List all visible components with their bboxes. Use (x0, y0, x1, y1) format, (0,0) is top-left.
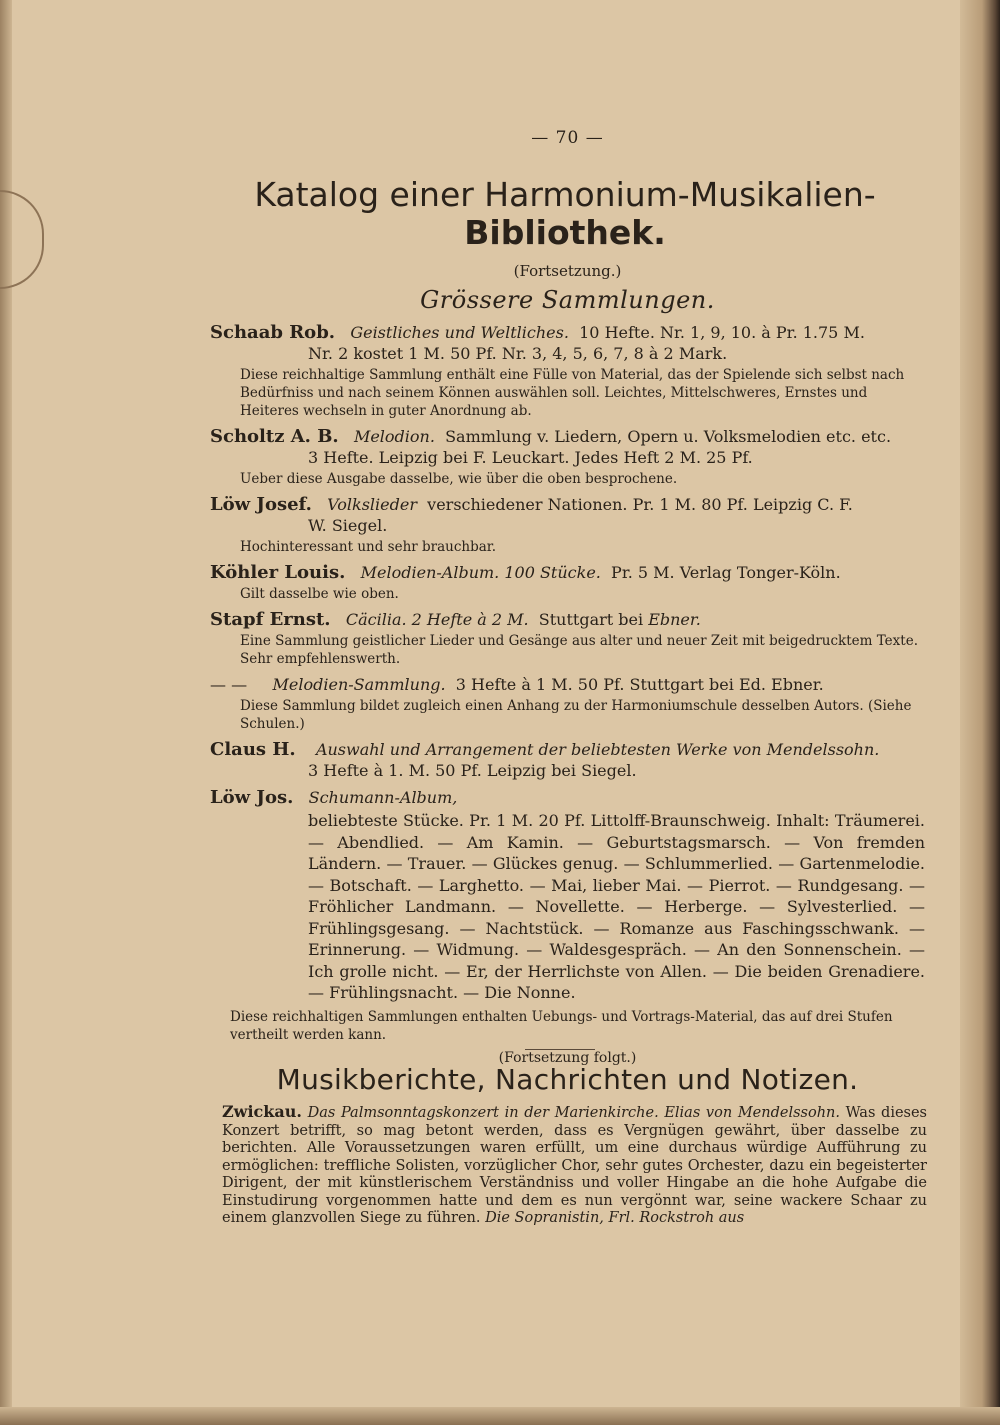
entry-title: Schumann-Album, (308, 788, 458, 807)
news-text-continued: Die Sopranistin, Frl. Rockstroh aus (485, 1210, 745, 1226)
entry-title: Melodion. (353, 427, 435, 446)
entry-text: Sammlung v. Liedern, Opern u. Volksmelodien etc. etc. (445, 427, 892, 446)
entry-text: Pr. 5 M. Verlag Tonger-Köln. (611, 563, 841, 582)
entry-author: Stapf Ernst. (210, 609, 331, 630)
entry-text: Nr. 2 kostet 1 M. 50 Pf. Nr. 3, 4, 5, 6, 7, 8 à 2 Mark. (308, 344, 728, 363)
entry-title: Geistliches und Weltliches. (350, 323, 569, 342)
bookmark-ribbon (0, 190, 44, 289)
entry-remark: Diese Sammlung bildet zugleich einen Anhang zu der Harmoniumschule desselben Autors. (Siehe Schulen.) (240, 698, 912, 732)
entry-author: Köhler Louis. (210, 562, 346, 583)
album-contents: beliebteste Stücke. Pr. 1 M. 20 Pf. Littolff-Braunschweig. Inhalt: Träumerei. — Abendlied. — Am Kamin. — Geburtstagsmarsch. — Von fremden Ländern. — Trauer. — Glückes genug. — Schlummerlied. — Gartenmelodie. — Botschaft. — Larghetto. — Mai, lieber Mai. — Pierrot. — Rundgesang. — Fröhlicher Landmann. — Novellette. — Herberge. — Sylvesterlied. — Frühlingsgesang. — Nachtstück. — Romanze aus Faschingsschwank. — Erinnerung. — Widmung. — Waldesgespräch. — An den Sonnenschein. — Ich grolle nicht. — Er, der Herrlichste von Allen. — Die beiden Grenadiere. — Frühlingsnacht. — Die Nonne. (308, 811, 925, 1002)
entry-title: Volkslieder (327, 495, 417, 514)
entry-text: W. Siegel. (308, 516, 388, 535)
entry-author: Löw Jos. (210, 787, 294, 808)
book-binding-edge (960, 0, 1000, 1425)
catalog-entry (210, 562, 925, 583)
catalog-entry (210, 787, 925, 808)
entry-text: Stuttgart bei (538, 610, 644, 629)
catalog-entry (210, 674, 925, 695)
catalog-entry (210, 609, 925, 630)
page-number: — 70 — (531, 128, 604, 148)
page-edge-bottom (0, 1407, 1000, 1425)
news-text: Was dieses Konzert betrifft, so mag betont werden, dass es Vergnügen gewährt, über dasselbe zu berichten. Alle Voraussetzungen waren erfüllt, um eine durchaus würdige Aufführung zu ermöglichen: treffliche Solisten, vorzüglicher Chor, sehr gutes Orchester, dazu ein begeisterter Dirigent, der mit künstlerischem Verständniss und voller Hingabe an die hohe Aufgabe die Einstudirung vorgenommen hatte und dem es nun vergönnt war, seine wackere Schaar zu einem glanzvollen Siege zu führen. (222, 1105, 927, 1226)
entry-author: Schaab Rob. (210, 322, 336, 343)
news-article (222, 1103, 927, 1228)
entry-author: — — (210, 675, 248, 694)
catalog-section (210, 128, 925, 1066)
entry-remark: Diese reichhaltige Sammlung enthält eine Fülle von Material, das der Spielende sich selbst nach Bedürfniss und nach seinem Können auswählen soll. Leichtes, Mittelschweres, Ernstes und Heiteres wechseln in guter Anordnung ab. (240, 367, 905, 419)
entry-author: Scholtz A. B. (210, 426, 339, 447)
section-divider (525, 1045, 595, 1050)
catalog-entry (210, 322, 925, 364)
entry-remark: Gilt dasselbe wie oben. (240, 586, 399, 602)
catalog-entry (210, 426, 925, 468)
entry-text: 3 Hefte à 1. M. 50 Pf. Leipzig bei Siegel. (308, 761, 637, 780)
catalog-entry (210, 494, 925, 536)
catalog-title-line1: Katalog einer Harmonium-Musikalien- (254, 175, 876, 214)
fortsetzung-folgt: (Fortsetzung folgt.) (498, 1049, 637, 1066)
entry-remark: Ueber diese Ausgabe dasselbe, wie über die oben besprochene. (240, 471, 678, 487)
news-place: Zwickau. (222, 1102, 302, 1121)
entry-title: Melodien-Album. 100 Stücke. (360, 563, 601, 582)
entry-author: Claus H. (210, 739, 296, 760)
entry-text: 10 Hefte. Nr. 1, 9, 10. à Pr. 1.75 M. (579, 323, 865, 342)
entry-remark: Eine Sammlung geistlicher Lieder und Gesänge aus alter und neuer Zeit mit beigedrucktem Texte. Sehr empfehlenswerth. (240, 633, 918, 667)
entry-text: verschiedener Nationen. Pr. 1 M. 80 Pf. Leipzig C. F. (427, 495, 853, 514)
news-title: Das Palmsonntagskonzert in der Marienkirche. Elias von Mendelssohn. (307, 1105, 840, 1121)
section-heading: Grössere Sammlungen. (420, 286, 715, 314)
catalog-title-line2: Bibliothek. (464, 213, 666, 252)
entry-remark: Hochinteressant und sehr brauchbar. (240, 539, 497, 555)
entry-title: Melodien-Sammlung. (272, 675, 446, 694)
catalog-entry (210, 739, 925, 781)
fortsetzung-note: (Fortsetzung.) (513, 262, 622, 280)
catalog-title (170, 176, 960, 252)
entry-title: Auswahl und Arrangement der beliebtesten Werke von Mendelssohn. (315, 740, 880, 759)
entry-publisher: Ebner. (648, 610, 701, 629)
entry-text: 3 Hefte. Leipzig bei F. Leuckart. Jedes Heft 2 M. 25 Pf. (308, 448, 753, 467)
entry-author: Löw Josef. (210, 494, 312, 515)
entry-text: 3 Hefte à 1 M. 50 Pf. Stuttgart bei Ed. Ebner. (455, 675, 824, 694)
closing-remark: Diese reichhaltigen Sammlungen enthalten Uebungs- und Vortrags-Material, das auf drei Stufen vertheilt werden kann. (230, 1008, 893, 1043)
entry-title: Cäcilia. 2 Hefte à 2 M. (345, 610, 529, 629)
news-heading: Musikberichte, Nachrichten und Notizen. (276, 1063, 859, 1096)
